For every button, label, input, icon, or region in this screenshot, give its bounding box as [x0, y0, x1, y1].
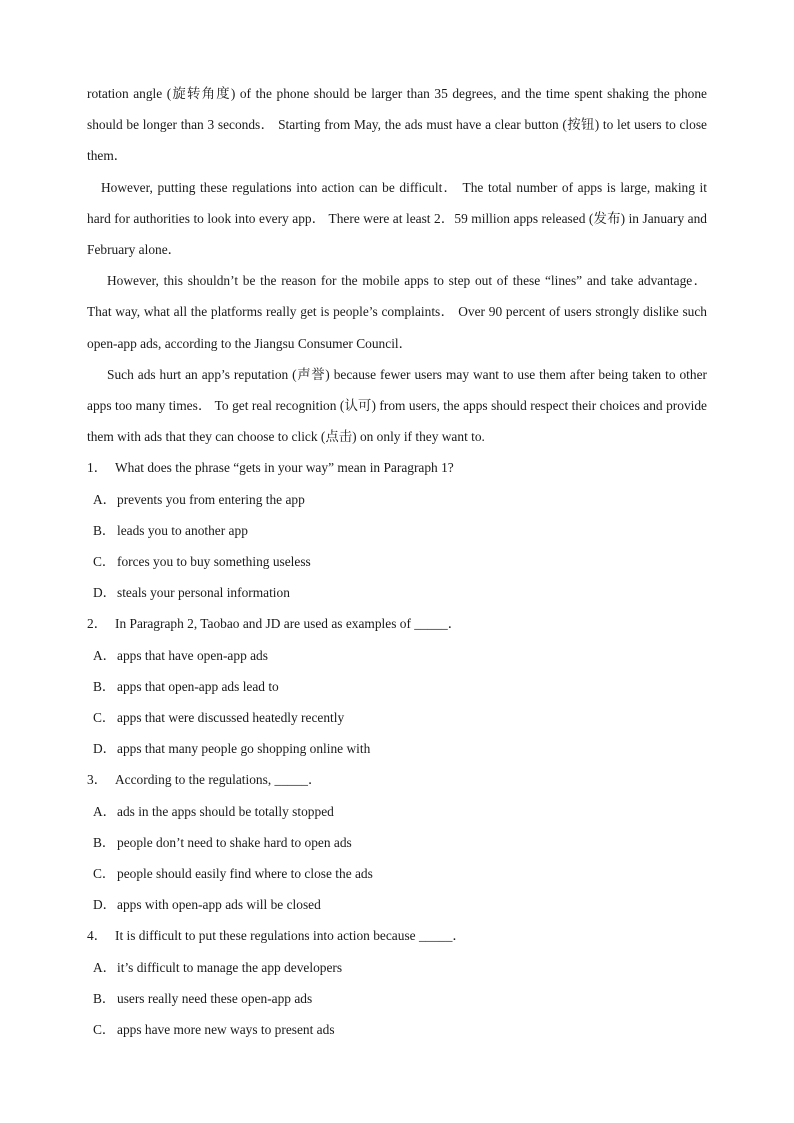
question-stem	[87, 764, 707, 795]
option-text: forces you to buy something useless	[117, 554, 311, 570]
question-number: 3．	[87, 772, 108, 788]
option-letter: C．	[93, 554, 116, 570]
answer-option	[87, 796, 707, 827]
question-block	[87, 452, 707, 608]
question-text: According to the regulations, _____．	[115, 772, 322, 788]
answer-option	[87, 952, 707, 983]
answer-option	[87, 733, 707, 764]
option-letter: C．	[93, 866, 116, 882]
option-letter: D．	[93, 897, 117, 913]
option-letter: B．	[93, 834, 116, 850]
option-text: users really need these open-app ads	[117, 990, 313, 1006]
answer-option	[87, 858, 707, 889]
option-text: apps that have open-app ads	[117, 647, 268, 663]
option-letter: C．	[93, 710, 116, 726]
option-letter: A．	[93, 803, 117, 819]
option-letter: A．	[93, 491, 117, 507]
answer-option	[87, 515, 707, 546]
answer-option	[87, 546, 707, 577]
option-text: apps with open-app ads will be closed	[117, 897, 321, 913]
option-text: people don’t need to shake hard to open ads	[117, 834, 352, 850]
answer-option	[87, 1014, 707, 1045]
passage-paragraph: However, this shouldn’t be the reason for the mobile apps to step out of these “lines” and take advantage． That way, what all the platforms really get is people’s complaints． Over 90 percent of users strongly dislike such open-app ads, according to the Jiangsu Consumer Council．	[87, 273, 707, 351]
question-stem	[87, 920, 707, 951]
question-block	[87, 608, 707, 764]
question-stem	[87, 452, 707, 483]
option-text: apps that open-app ads lead to	[117, 678, 279, 694]
question-block	[87, 764, 707, 920]
option-letter: B．	[93, 990, 116, 1006]
option-letter: C．	[93, 1022, 116, 1038]
option-letter: A．	[93, 959, 117, 975]
option-letter: B．	[93, 678, 116, 694]
option-text: leads you to another app	[117, 522, 248, 538]
question-block	[87, 920, 707, 1045]
option-text: apps that many people go shopping online with	[117, 741, 371, 757]
option-text: apps have more new ways to present ads	[117, 1022, 335, 1038]
option-text: apps that were discussed heatedly recently	[117, 710, 345, 726]
passage-paragraph: Such ads hurt an app’s reputation (声誉) because fewer users may want to use them after being taken to other apps too many times． To get real recognition (认可) from users, the apps should respect their choices and provide them with ads that they can choose to click (点击) on only if they want to.	[87, 366, 707, 445]
option-text: ads in the apps should be totally stopped	[117, 803, 334, 819]
option-text: steals your personal information	[117, 585, 290, 601]
question-text: It is difficult to put these regulations into action because _____．	[115, 928, 466, 944]
question-stem	[87, 608, 707, 639]
answer-option	[87, 827, 707, 858]
option-letter: D．	[93, 741, 117, 757]
option-text: it’s difficult to manage the app developers	[117, 959, 343, 975]
option-text: people should easily find where to close the ads	[117, 866, 373, 882]
answer-option	[87, 577, 707, 608]
passage-paragraph: However, putting these regulations into action can be difficult． The total number of apps is large, making it hard for authorities to look into every app． There were at least 2．59 million apps released (发布) in January and February alone．	[87, 179, 707, 258]
answer-option	[87, 484, 707, 515]
document-content	[87, 78, 707, 1045]
answer-option	[87, 983, 707, 1014]
answer-option	[87, 889, 707, 920]
question-text: What does the phrase “gets in your way” mean in Paragraph 1?	[115, 460, 454, 476]
option-text: prevents you from entering the app	[117, 491, 305, 507]
answer-option	[87, 640, 707, 671]
question-number: 4．	[87, 928, 108, 944]
passage-paragraph: rotation angle (旋转角度) of the phone should be larger than 35 degrees, and the time spent shaking the phone should be longer than 3 seconds． Starting from May, the ads must have a clear button (按钮) to let users to close them．	[87, 86, 707, 164]
question-number: 2．	[87, 616, 108, 632]
question-number: 1．	[87, 460, 108, 476]
option-letter: A．	[93, 647, 117, 663]
option-letter: B．	[93, 522, 116, 538]
option-letter: D．	[93, 585, 117, 601]
answer-option	[87, 702, 707, 733]
answer-option	[87, 671, 707, 702]
question-text: In Paragraph 2, Taobao and JD are used as examples of _____．	[115, 616, 462, 632]
